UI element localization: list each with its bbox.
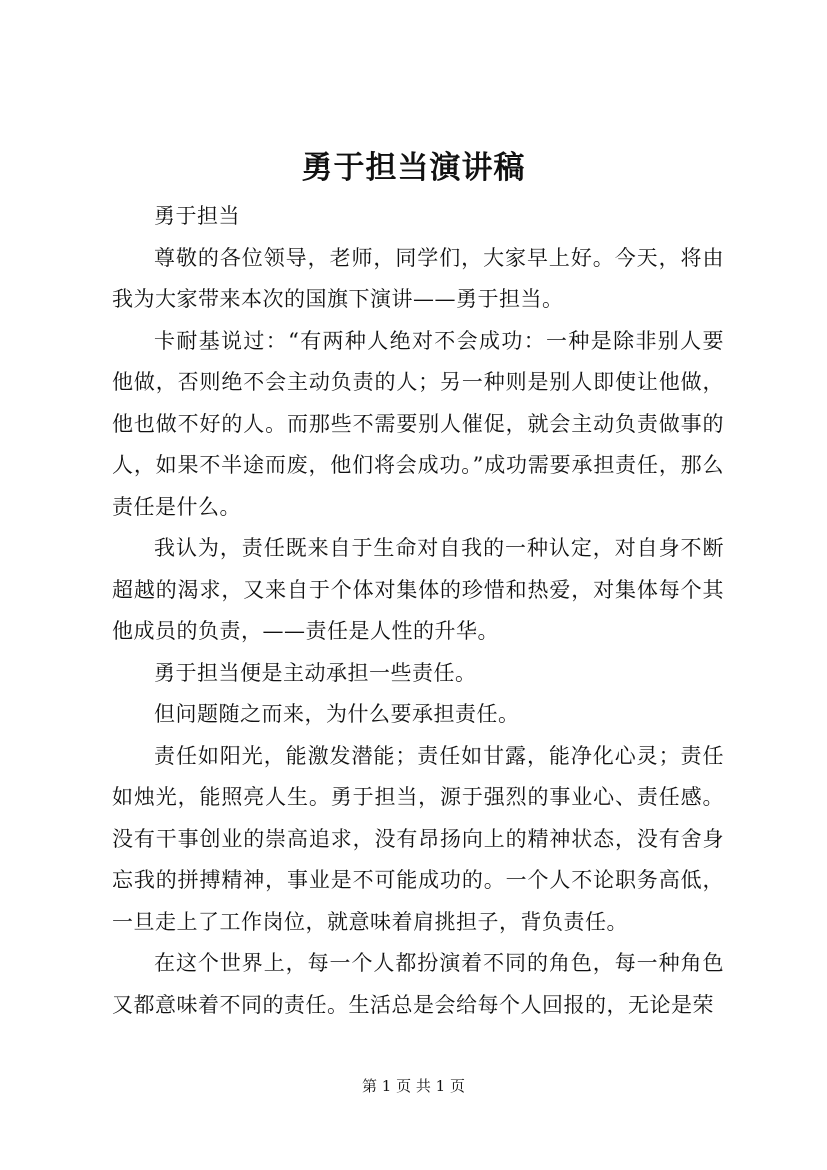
paragraph-carnegie-quote: 卡耐基说过：“有两种人绝对不会成功：一种是除非别人要他做，否则绝不会主动负责的人；另一种则是别人即使让他做，他也做不好的人。而那些不需要别人催促，就会主动负责做事的人，如果不半途而废，他们将会成功。”成功需要承担责任，那么责任是什么。 xyxy=(112,328,724,519)
paragraph-taking-responsibility: 勇于担当便是主动承担一些责任。 xyxy=(154,660,477,685)
paragraph-question: 但问题随之而来，为什么要承担责任。 xyxy=(154,702,520,726)
page-footer: 第 1 页 共 1 页 xyxy=(362,1077,465,1095)
paragraph-greeting: 尊敬的各位领导，老师，同学们，大家早上好。今天，将由我为大家带来本次的国旗下演讲——勇于担当。 xyxy=(112,245,724,311)
paragraph-roles: 在这个世界上，每一个人都扮演着不同的角色，每一种角色又都意味着不同的责任。生活总是会给每个人回报的，无论是荣 xyxy=(112,951,724,1017)
paragraph-responsibility-definition: 我认为，责任既来自于生命对自我的一种认定，对自身不断超越的渴求，又来自于个体对集体的珍惜和热爱，对集体每个其他成员的负责，——责任是人性的升华。 xyxy=(112,536,724,643)
document-title: 勇于担当演讲稿 xyxy=(301,150,526,186)
document-body xyxy=(112,196,724,1026)
paragraph-subtitle: 勇于担当 xyxy=(154,204,240,228)
paragraph-responsibility-metaphors: 责任如阳光，能激发潜能；责任如甘露，能净化心灵；责任如烛光，能照亮人生。勇于担当，源于强烈的事业心、责任感。没有干事创业的崇高追求，没有昂扬向上的精神状态，没有舍身忘我的拼搏精神，事业是不可能成功的。一个人不论职务高低，一旦走上了工作岗位，就意味着肩挑担子，背负责任。 xyxy=(112,743,724,934)
